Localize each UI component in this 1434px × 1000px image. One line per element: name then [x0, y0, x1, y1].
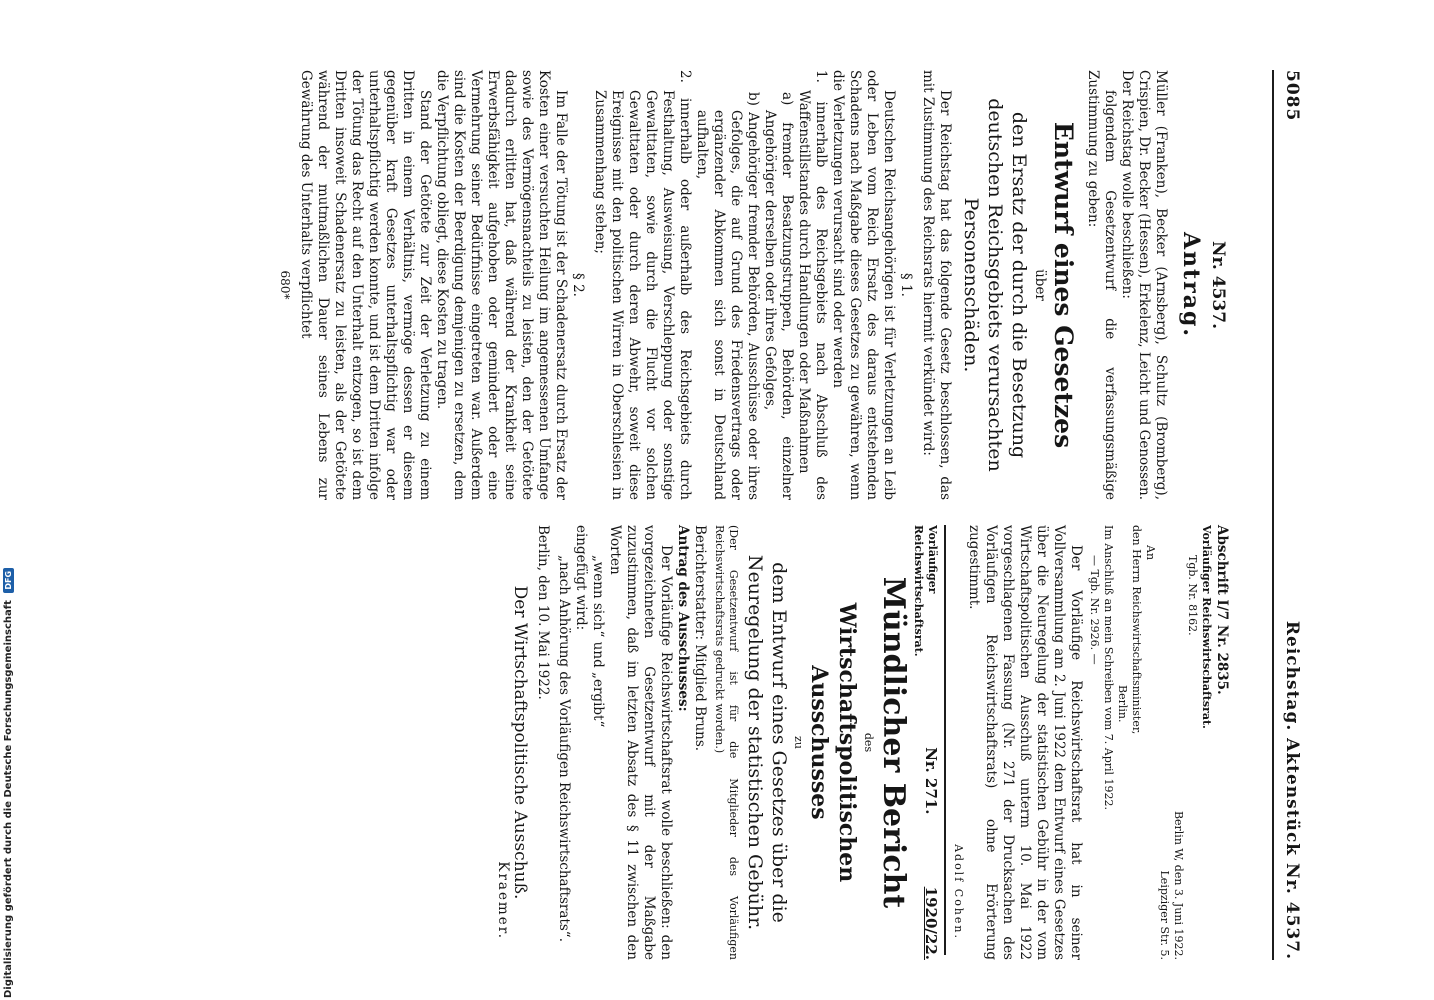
ueber-word: über	[1032, 269, 1048, 301]
digitization-credit	[3, 568, 14, 998]
reporter: Berichterstatter: Mitglied Bruns.	[692, 525, 708, 752]
reference-tgb: — Tgb. Nr. 2926. —	[1088, 555, 1101, 665]
proposers-continued: folgendem Gesetzentwurf die verfassungsmäßige Zustimmung zu geben:	[1085, 70, 1118, 500]
recipient-city: Berlin.	[1116, 685, 1129, 723]
section-1-item-1a: a) fremder Besatzungstruppen, Behörden, einzelner Angehöriger derselben oder ihres Gefolges,	[762, 92, 795, 500]
page-number: 5085	[1282, 70, 1302, 122]
antrag-column	[276, 70, 1230, 500]
motion-inserted-text: „nach Anhörung des Vorläufigen Reichswirtschaftsrats“.	[556, 555, 572, 942]
draft-title: dem Entwurf eines Gesetzes über die Neuregelung der statistischen Gebühr.	[744, 554, 790, 931]
section-1-text: Deutschen Reichsangehörigen ist für Verletzungen an Leib oder Leben vom Reich Ersatz des daraus entstehenden Schadens nach Maßgabe dieses Gesetzes zu gewähren, wenn die Verletzungen verursacht sind oder werden	[830, 70, 897, 500]
committee-title: Wirtschaftspolitischen Ausschusses	[806, 602, 860, 883]
section-1-item-2: 2. innerhalb oder außerhalb des Reichsgebiets durch Festhaltung, Ausweisung, Verschleppung oder sonstige Gewalttaten, sowie durch die Flucht vor solchen Gewalttaten oder durch deren Abwehr, soweit diese Ereignisse mit den politischen Wirren in Oberschlesien in Zusammenhang stehen;	[592, 70, 693, 500]
closing-committee: Der Wirtschaftspolitische Ausschuß.	[510, 585, 530, 900]
print-note: (Der Gesetzentwurf ist für die Mitglieder des Vorläufigen Reichswirtschaftsrats gedruckt worden.)	[713, 525, 740, 960]
closing-date: Berlin, den 10. Mai 1922.	[535, 525, 551, 700]
credit-text: Digitalisierung gefördert durch die Deutsche Forschungsgemeinschaft	[3, 600, 14, 998]
section-2-paragraph-2: Stand der Getötete zur Zeit der Verletzung zu einem Dritten in einem Verhältnis, vermöge dessen er diesem gegenüber kraft Gesetzes unterhaltspflichtig war oder unterhaltspflichtig werden konnte, und ist dem Dritten infolge der Tötung das Recht auf den Unterhalt entzogen, so ist dem Dritten insoweit Schadenersatz zu leisten, als der Getötete während der mutmaßlichen Dauer seines Lebens zur Gewährung des Unterhalts verpflichtet	[298, 70, 433, 500]
dfg-logo: DFG	[3, 568, 14, 593]
section-1-item-1b: b) Angehöriger fremder Behörden, Ausschüsse oder ihres Gefolges, die auf Grund des Friedensvertrags oder ergänzender Abkommen sich sonst in Deutschland aufhalten,	[694, 92, 761, 500]
council-block: Vorläufiger Reichswirtschaftsrat.	[912, 525, 939, 657]
running-header: Reichstag. Aktenstück Nr. 4537.	[1282, 620, 1302, 960]
zu-word: zu	[792, 736, 805, 749]
council-name: Vorläufiger Reichswirtschaftsrat.	[1200, 525, 1213, 729]
motion-inserted: eingefügt wird:	[573, 525, 589, 631]
bericht-column	[494, 525, 1230, 960]
section-2-heading: § 2.	[570, 273, 586, 297]
law-title: den Ersatz der durch die Besetzung deutschen Reichsgebiets verursachten Personenschäden.	[960, 98, 1030, 472]
period: 1920/22.	[922, 886, 940, 960]
document-page	[10, 0, 1310, 1000]
letter-body: Der Vorläufige Reichswirtschaftsrat hat in seiner Vollversammlung am 2. Juni 1922 dem Entwurf eines Gesetzes über die Neuregelung der statistischen Gebühr in der vom Wirtschaftspolitischen Ausschuß unterm 10. Mai 1922 vorgeschlagenen Fassung (Nr. 271 der Drucksachen des Vorläufigen Reichswirtschaftsrats) ohne Erörterung zugestimmt.	[966, 525, 1084, 960]
section-rule	[944, 525, 946, 955]
street: Leipziger Str. 5.	[1158, 870, 1171, 960]
tgb-number: Tgb. Nr. 8162.	[1186, 555, 1199, 636]
recipient-an: An	[1144, 545, 1157, 561]
header-rule	[1272, 70, 1274, 960]
section-1-heading: § 1.	[898, 273, 914, 297]
letter-signature: Adolf Cohen.	[952, 844, 965, 940]
abschrift-number: Abschrift I/7 Nr. 2835.	[1214, 525, 1230, 695]
report-title: Mündlicher Bericht	[876, 576, 911, 909]
antrag-number: Nr. 4537.	[1208, 240, 1228, 329]
entwurf-title: Entwurf eines Gesetzes	[1049, 121, 1078, 449]
enacting-clause: Der Reichstag hat das folgende Gesetz beschlossen, das mit Zustimmung des Reichsrats hiermit verkündet wird:	[920, 70, 953, 500]
motion-heading: Antrag des Ausschusses:	[675, 525, 691, 712]
section-2-paragraph-1: Im Falle der Tötung ist der Schadenersatz durch Ersatz der Kosten einer versuchten Heilung im angemessenen Umfange sowie des Vermögensnachteils zu leisten, den der Getötete dadurch erlitten hat, daß während der Krankheit seine Erwerbsfähigkeit aufgehoben oder gemindert oder eine Vermehrung seiner Bedürfnisse eingetreten war. Außerdem sind die Kosten der Beerdigung demjenigen zu ersetzen, dem die Verpflichtung obliegt, diese Kosten zu tragen.	[434, 70, 569, 500]
dateline: Berlin W, den 3. Juni 1922.	[1172, 810, 1185, 960]
reference-note: Im Anschluß an mein Schreiben vom 7. April 1922.	[1102, 525, 1115, 811]
section-1-item-1: 1. innerhalb des Reichsgebiets nach Abschluß des Waffenstillstandes durch Handlungen oder Maßnahmen	[796, 70, 829, 500]
des-word: des	[862, 732, 875, 753]
motion-body: Der Vorläufige Reichswirtschaftsrat wolle beschließen: den vorgezeichneten Gesetzentwurf mit der Maßgabe zuzustimmen, daß im letzten Absatz des § 11 zwischen den Worten	[607, 525, 674, 960]
recipient-minister: den Herrn Reichswirtschaftsminister,	[1130, 525, 1143, 735]
drucksache-header	[911, 525, 939, 960]
folio-mark: 680*	[278, 270, 292, 300]
antrag-heading: Antrag.	[1178, 231, 1204, 339]
closing-signature: Kraemer.	[495, 861, 511, 940]
proposers: Müller (Franken), Becker (Arnsberg), Schultz (Bromberg), Crispien, Dr. Becker (Hessen), Erkelenz, Leicht und Genossen. Der Reichstag wolle beschließen:	[1119, 70, 1169, 500]
motion-quote: „wenn sich“ und „ergibt“	[590, 555, 606, 728]
drucksache-number: Nr. 271.	[922, 747, 940, 815]
